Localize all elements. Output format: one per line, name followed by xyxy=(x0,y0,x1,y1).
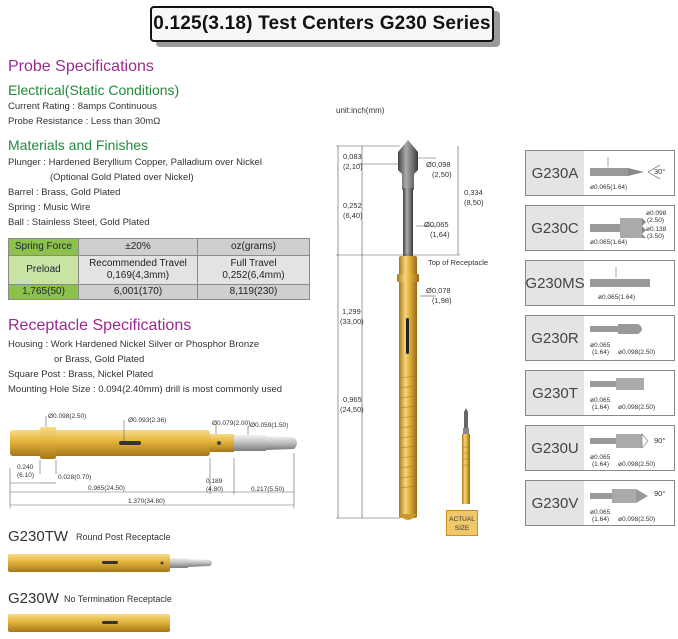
preload-label: Preload xyxy=(9,256,79,285)
recept-dim-l6: 1.370(34.80) xyxy=(128,498,165,505)
recommended-force: 6,001(170) xyxy=(79,285,198,300)
spring-material: Spring : Music Wire xyxy=(8,202,91,213)
recept-dim-l1: 0.240 xyxy=(17,464,34,471)
tip-g230ms xyxy=(525,260,675,306)
tip-dim: ø0.138 xyxy=(646,226,667,233)
recept-dim-l3b: (4.80) xyxy=(206,486,223,493)
tip-dim: (3.50) xyxy=(647,233,664,240)
recept-dim-d1: Ø0.098(2.50) xyxy=(48,413,87,420)
tip-dim: ø0.098(2.50) xyxy=(618,404,656,411)
g230w-desc: No Termination Receptacle xyxy=(64,594,172,604)
g230tw-drawing xyxy=(6,551,216,575)
probe-dim-a2: (2,10) xyxy=(343,162,363,171)
spring-force-table xyxy=(8,238,310,300)
tip-code: G230V xyxy=(526,481,584,525)
unit-label: unit:inch(mm) xyxy=(336,106,385,115)
probe-dim-f2: (8,50) xyxy=(464,198,484,207)
g230tw-desc: Round Post Receptacle xyxy=(76,532,171,542)
mounting-hole: Mounting Hole Size : 0.094(2.40mm) drill is most commonly used xyxy=(8,384,283,395)
probe-drawing xyxy=(328,118,518,534)
probe-dim-g2: (1,64) xyxy=(430,230,450,239)
page-title: 0.125(3.18) Test Centers G230 Series xyxy=(153,13,491,34)
probe-dim-d: 0,965 xyxy=(343,395,362,404)
receptacle-spec-heading: Receptacle Specifications xyxy=(8,317,192,334)
recept-dim-l4: 0.217(5.50) xyxy=(251,486,285,493)
tip-dim: ø0.065(1.64) xyxy=(598,294,636,301)
tip-dim: ø0.098(2.50) xyxy=(618,516,656,523)
tolerance-cell: ±20% xyxy=(79,239,198,256)
tip-code: G230A xyxy=(526,151,584,195)
g230w-drawing xyxy=(6,611,176,635)
square-post: Square Post : Brass, Nickel Plated xyxy=(8,369,154,380)
preload-force: 1,765(50) xyxy=(9,285,79,300)
tip-g230r xyxy=(525,315,675,361)
probe-dim-h2: (1,98) xyxy=(432,296,452,305)
recept-dim-l2: 0.028(0.70) xyxy=(58,474,92,481)
plunger-material: Plunger : Hardened Beryllium Copper, Palladium over Nickel xyxy=(8,157,262,168)
tip-dim: (2.50) xyxy=(647,217,664,224)
tip-dim: ø0.098(2.50) xyxy=(618,461,656,468)
tip-g230u xyxy=(525,425,675,471)
tip-dim: (1.64) xyxy=(592,349,609,356)
recommended-travel-value: 0,169(4,3mm) xyxy=(106,270,170,281)
probe-spec-heading: Probe Specifications xyxy=(8,58,154,75)
barrel-material: Barrel : Brass, Gold Plated xyxy=(8,187,121,198)
full-force: 8,119(230) xyxy=(198,285,310,300)
recommended-travel-cell xyxy=(79,256,198,285)
tip-dim: ø0.065(1.64) xyxy=(590,184,628,191)
tip-g230a xyxy=(525,150,675,196)
tip-code: G230MS xyxy=(526,261,584,305)
tip-code: G230R xyxy=(526,316,584,360)
recept-dim-d4: Ø0.059(1.50) xyxy=(250,422,289,429)
unit-cell: oz(grams) xyxy=(198,239,310,256)
tip-dim: ø0.065 xyxy=(590,509,611,516)
recept-dim-l5: 0.965(24.50) xyxy=(88,485,125,492)
probe-dim-h: Ø0,078 xyxy=(426,286,451,295)
probe-dim-f: 0,334 xyxy=(464,188,483,197)
tip-dim: ø0.098 xyxy=(646,210,667,217)
probe-dim-d2: (24,50) xyxy=(340,405,364,414)
recept-dim-d3: Ø0.079(2.00) xyxy=(212,420,251,427)
probe-dim-a: 0,083 xyxy=(343,152,362,161)
probe-dim-e: Ø0,098 xyxy=(426,160,451,169)
tip-dim: ø0.065(1.64) xyxy=(590,239,628,246)
tip-dim: (1.64) xyxy=(592,516,609,523)
tip-g230v xyxy=(525,480,675,526)
probe-dim-e2: (2,50) xyxy=(432,170,452,179)
tip-code: G230U xyxy=(526,426,584,470)
housing-material: Housing : Work Hardened Nickel Silver or Phosphor Bronze xyxy=(8,339,260,350)
full-travel-label: Full Travel xyxy=(230,258,277,269)
g230tw-code: G230TW xyxy=(8,528,69,545)
actual-size-badge xyxy=(446,510,478,536)
full-travel-value: 0,252(6,4mm) xyxy=(222,270,285,281)
probe-dim-g: Ø0,065 xyxy=(424,220,449,229)
housing-option: or Brass, Gold Plated xyxy=(54,354,145,365)
plunger-option: (Optional Gold Plated over Nickel) xyxy=(50,172,194,183)
top-of-receptacle-label: Top of Receptacle xyxy=(428,258,489,267)
title-banner xyxy=(150,6,494,42)
tip-angle: 30° xyxy=(654,167,666,176)
actual-size-line2: SIZE xyxy=(454,525,470,532)
tip-dim: ø0.098(2.50) xyxy=(618,349,656,356)
tip-angle: 90° xyxy=(654,489,666,498)
tip-g230t xyxy=(525,370,675,416)
tip-dim: (1.64) xyxy=(592,461,609,468)
actual-size-line1: ACTUAL xyxy=(449,516,475,523)
probe-dim-c2: (33,00) xyxy=(340,317,364,326)
tip-code: G230T xyxy=(526,371,584,415)
probe-dim-c: 1,299 xyxy=(342,307,361,316)
materials-heading: Materials and Finishes xyxy=(8,137,149,153)
probe-dim-b2: (6,40) xyxy=(343,211,363,220)
probe-resistance: Probe Resistance : Less than 30mΩ xyxy=(8,116,161,127)
probe-dim-b: 0,252 xyxy=(343,201,362,210)
electrical-heading: Electrical(Static Conditions) xyxy=(8,82,180,98)
full-travel-cell xyxy=(198,256,310,285)
tip-dim: ø0.065 xyxy=(590,454,611,461)
recommended-travel-label: Recommended Travel xyxy=(89,258,187,269)
tip-dim: (1.64) xyxy=(592,404,609,411)
recept-dim-l1b: (6.10) xyxy=(17,472,34,479)
tip-g230c xyxy=(525,205,675,251)
current-rating: Current Rating : 8amps Continuous xyxy=(8,101,157,112)
recept-dim-l3: 0.189 xyxy=(206,478,223,485)
recept-dim-d2: Ø0.093(2.36) xyxy=(128,417,167,424)
ball-material: Ball : Stainless Steel, Gold Plated xyxy=(8,217,150,228)
tip-code: G230C xyxy=(526,206,584,250)
g230w-code: G230W xyxy=(8,590,59,607)
tip-dim: ø0.065 xyxy=(590,397,611,404)
tip-angle: 90° xyxy=(654,436,666,445)
spring-force-label: Spring Force xyxy=(9,239,79,256)
tip-dim: ø0.065 xyxy=(590,342,611,349)
